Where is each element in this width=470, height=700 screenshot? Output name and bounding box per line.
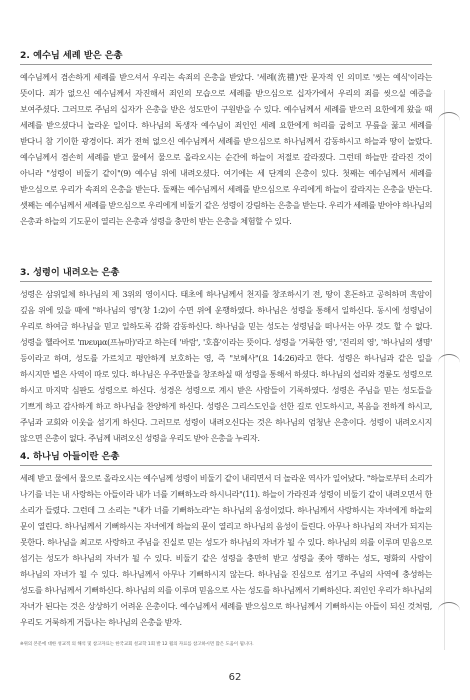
binder-ring-mark [438,112,460,129]
binder-ring-mark [438,602,460,619]
section-body: 세례 받고 물에서 물으로 올라오시는 예수님께 성령이 비둘기 같이 내리면서 더 놀라운 역사가 일어났다. "하늘로부터 소리가 나기를 너는 내 사랑하는 아들이라 내가 너를 기뻐하노라 하시니라"(11). 하늘이 가라진과 성령이 비둘기 같이 내려오면서 한 소리가 들렸다. 그런데 그 소리는 "내가 너를 기뻐하노라"는 하나님의 음성이었다. 하나님께서 사랑하시는 자녀에게 하늘의 문이 열린다. 하나님께서 기뻐하시는 자녀에게 하늘의 문이 열리고 하나님의 음성이 들린다. 아무나 하나님의 자녀가 되지는 못한다. 하나님을 최고로 사랑하고 주님을 진실로 믿는 성도가 하나님의 자녀가 될 수 있다. 하나님의 의를 이루며 믿음으로 섬기는 성도가 하나님의 자녀가 될 수 있다. 비둘기 같은 성령을 충만히 받고 성령을 좇아 행하는 성도, 평화의 사람이 하나님의 자녀가 될 수 있다. 하나님께서 아무나 기뻐하시지 않는다. 하나님을 진심으로 섬기고 주님의 사역에 충성하는 성도를 하나님께서 기뻐하신다. 하나님의 의를 이루며 믿음으로 사는 성도를 하나님께서 기뻐하신다. 죄인인 우리가 하나님의 자녀가 된다는 것은 상상하기 어려운 은총이다. 예수님께서 세례를 받으심으로 하나님께서 기뻐하시는 아들이 되신 것처럼, 우리도 거룩하게 거듭나는 하나님의 은총을 받자. [20,474,432,627]
section-heading: 4. 하나님 아들이란 은총 [20,448,432,466]
binder-ring-mark [438,354,460,371]
section-body: 예수님께서 겸손하게 세례를 받으셔서 우리는 속죄의 은총을 받았다. '세례(洗禮)'란 문자적 인 의미로 '씻는 예식'이라는 뜻이다. 죄가 없으신 예수님께서 자진해서 죄인의 모습으로 세례를 받으심으로 십자가에서 우리의 죄를 씻으실 예증을 보여주셨다. 그러므로 주님의 십자가 은총을 받은 성도만이 구원받을 수 있다. 예수님께서 세례를 받으러 요한에게 왔을 때 세례를 받으셨다니 놀라운 일이다. 하나님의 독생자 예수님이 죄인인 세례 요한에게 허리를 굽히고 무릎을 꿇고 세례를 받다니 참 기이한 광경이다. 죄가 전혀 없으신 예수님께서 세례를 받으심으로 하나님께서 감동하시고 하늘과 땅이 놀랐다. 예수님께서 겸손히 세례를 받고 물에서 물으로 올라오시는 순간에 하늘이 저절로 갈라졌다. 그런데 하늘만 갈라진 것이 아니라 "성령이 비둘기 같이"(9) 예수님 위에 내려오셨다. 여기에는 세 단계의 은총이 있다. 첫째는 예수님께서 세례를 받으심으로 우리가 속죄의 은총을 받는다. 둘째는 예수님께서 세례를 받으심으로 우리에게 하늘이 갈라지는 은총을 받는다. 셋째는 예수님께서 세례를 받으심으로 우리에게 비둘기 같은 성령이 강림하는 은총을 받는다. 우리가 세례를 받아야 하나님의 은총과 하늘의 기도문이 열리는 은총과 성령을 충만히 받는 은총을 체험할 수 있다. [20,73,432,226]
footnote: ※위의 본문에 대한 성교적 의 해석 및 참고자료는 한국교회 설교학 1회 발 12 월의 자료를 참고하시면 많은 도움이 됩니다. [20,642,254,647]
section-body: 성령은 삼위일체 하나님의 제 3위의 영이시다. 태초에 하나님께서 천지를 창조하시기 전, 땅이 혼돈하고 공허하며 흑암이 깊음 위에 있을 때에 "하나님의 영"(창 1:2)이 수면 위에 운행하였다. 하나님은 성령을 통해서 일하신다. 동시에 성령님이 우리로 하여금 하나님을 믿고 일하도록 감화 감동하신다. 하나님을 믿는 성도는 성령님을 떠나서는 아무 것도 할 수 없다. 성령을 헬라어로 'πνευμα(프뉴마)'라고 하는데 '바람', '호흡'이라는 뜻이다. 성령을 '거룩한 영', '진리의 영', '하나님의 생명' 등이라고 하며, 성도를 가르치고 평안하게 보호하는 영, 즉 "보혜사"(요 14:26)라고 한다. 성령은 하나님과 같은 일을 하시지만 별은 사역이 따로 있다. 하나님은 우주만물을 창조하실 때 성령을 통해서 하셨다. 하나님의 섭리와 경륜도 성령으로 하시고 마지막 심판도 성령으로 하신다. 성경은 성령으로 계시 받은 사람들이 기록하였다. 성령은 주님을 믿는 성도들을 기쁘게 하고 감사하게 하고 하나님을 찬양하게 하신다. 성령은 그리스도인을 선한 길로 인도하시고, 복음을 전하게 하시고, 주님과 교회와 이웃을 섬기게 하신다. 그러므로 성령이 내려오신다는 것은 하나님의 엄청난 은총이다. 성령이 내려오시지 않으면 은총이 없다. 주님께 내려오신 성령을 우리도 받아 은총을 누리자. [20,290,432,443]
page-number: 62 [228,672,242,683]
section-holy-spirit-grace [20,264,432,447]
section-heading: 3. 성령이 내려오는 은총 [20,264,432,282]
section-son-of-god-grace [20,448,432,631]
section-heading: 2. 예수님 세례 받은 은총 [20,47,432,65]
section-baptism-grace [20,47,432,230]
